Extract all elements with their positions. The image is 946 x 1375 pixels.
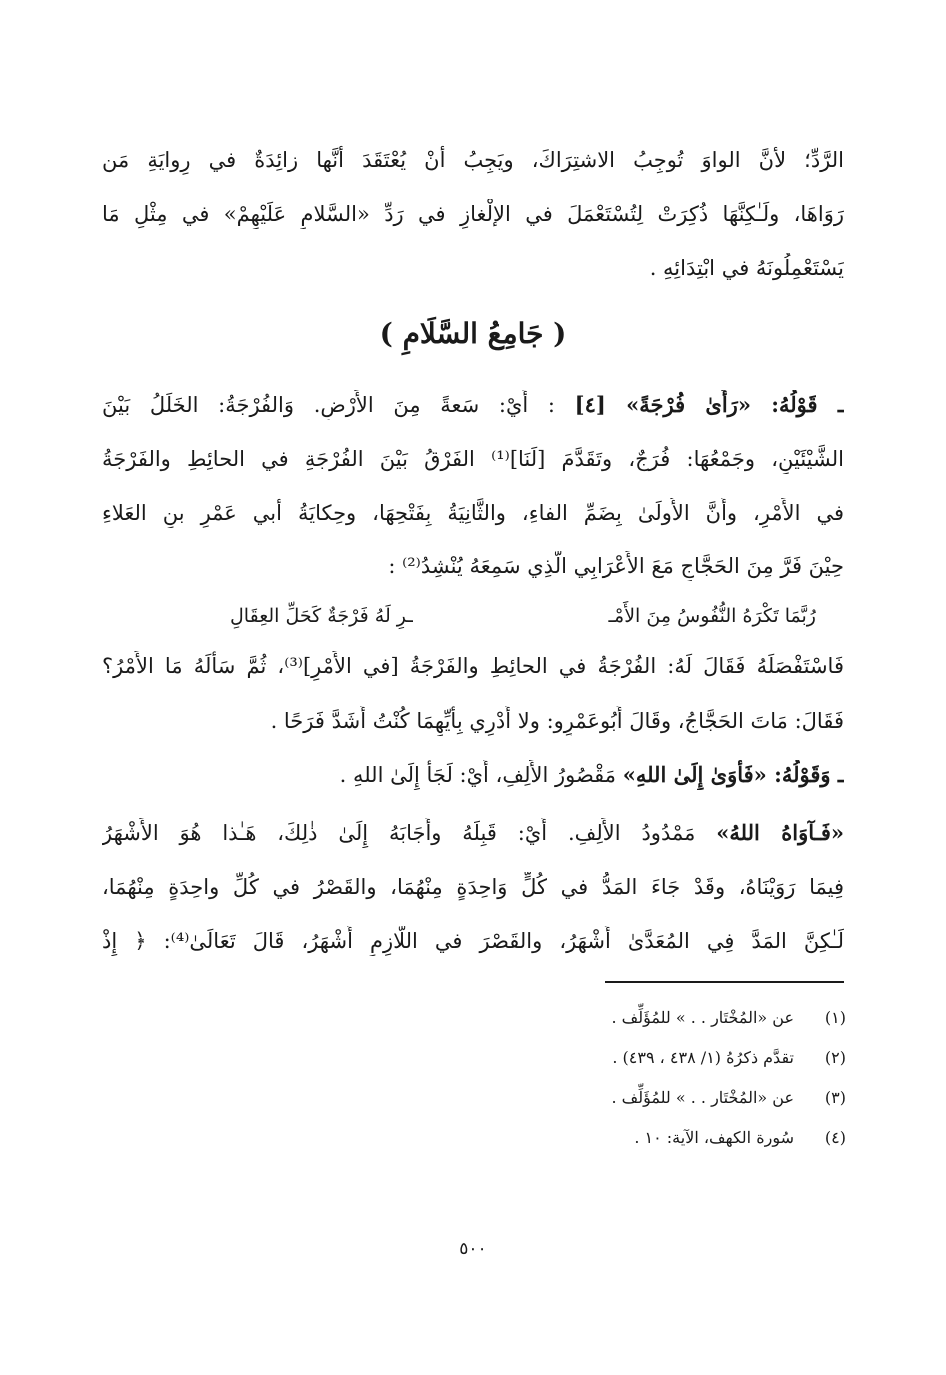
para4-line-2: فِيمَا رَوَيْنَاهُ، وقَدْ جَاءَ المَدُّ في كُلٍّ وَاحِدَةٍ مِنْهُمَا، والقَصْرُ في كُلِّ واحِدَةٍ مِنْهُمَا، (102, 875, 844, 899)
para4-line-text: مَمْدُودُ الأَلِفِ. أَيْ: قَبِلَهُ وأَجَابَهُ إِلَىٰ ذٰلِكَ، هَـٰذا هُوَ الأَشْهَرُ (102, 821, 696, 845)
footnote-3 (611, 1086, 846, 1110)
footnote-2 (612, 1046, 846, 1070)
footnote-separator (605, 981, 844, 983)
para-lead-term: ـ قَوْلُهُ: «رَأَىٰ فُرْجَةً» [٤] (574, 392, 844, 417)
para4-line-1 (102, 818, 844, 848)
para-line-2: الشَّيْئَيْنِ، وجَمْعُهَا: فُرَجٌ، وتَقَدَّمَ [لَنَا]⁽¹⁾ الفَرْقُ بَيْنَ الفُرْجَةِ في الحائِطِ والفَرْجَةُ (102, 447, 844, 471)
body-line-3: يَسْتَعْمِلُونَهُ في ابْتِدَائِهِ . (649, 256, 844, 280)
verse-first-hemistich: رُبَّمَا تَكْرَهُ النُّفُوسُ مِنَ الأَمْـ (608, 605, 816, 627)
footnote-1 (611, 1006, 846, 1030)
body-line-1: الرَّدِّ؛ لأنَّ الواوَ تُوجِبُ الاشتِرَاكَ، ويَجِبُ أنْ يُعْتَقَدَ أنَّها زائِدَةٌ في رِوايَةِ مَن (102, 148, 844, 172)
para3-text: مَقْصُورُ الأَلِفِ، أَيْ: لَجَأَ إِلَىٰ اللهِ . (339, 763, 617, 787)
footnote-text: عن «المُخْتَار . . » للمُؤَلِّف . (611, 1008, 794, 1027)
footnote-number: (٤) (824, 1128, 846, 1147)
para4-lead-term: «فَـآوَاهُ اللهُ» (716, 820, 844, 845)
para4-line-3: لَـٰكِنَّ المَدَّ فِي المُعَدَّىٰ أَشْهَرُ، والقَصْرَ في اللَّازِمِ أَشْهَرُ، قَالَ تَعَالَىٰ⁽⁴⁾: ﴿ إِذْ (102, 929, 844, 953)
para-line-4: حِيْنَ فَرَّ مِنَ الحَجَّاجِ مَعَ الأَعْرَابِي الَّذِي سَمِعَهُ يُنْشِدُ⁽²⁾ : (388, 554, 844, 578)
para3-lead-term: ـ وَقَوْلُهُ: «فَأَوَىٰ إِلَىٰ اللهِ» (622, 762, 844, 787)
footnote-number: (٢) (824, 1048, 846, 1067)
footnote-4 (634, 1126, 846, 1150)
page-number: ٥٠٠ (459, 1239, 487, 1259)
para3-line (102, 760, 844, 790)
para2-line-2: فَقَالَ: مَاتَ الحَجَّاجُ، وقَالَ أَبُوعَمْرٍو: ولا أَدْرِي بِأَيِّهِمَا كُنْتُ أَشَدَّ فَرَحًا . (270, 709, 844, 733)
footnote-text: سُورة الكهف، الآية: ١٠ . (634, 1128, 794, 1147)
footnote-text: عن «المُخْتَار . . » للمُؤَلِّف . (611, 1088, 794, 1107)
para-line-3: في الأَمْرِ، وأَنَّ الأُولَىٰ بِضَمِّ الفاءِ، والثَّانِيَةُ بِفَتْحِهَا، وحِكايَةُ أبي عَمْرِ بنِ العَلاءِ (102, 501, 844, 525)
footnote-number: (٣) (824, 1088, 846, 1107)
body-line-2: رَوَاهَا، ولَـٰكِنَّهَا ذُكِرَتْ لِتُسْتَعْمَلَ في الإلْغازِ في رَدِّ «السَّلامِ عَلَيْهِمْ» في مِثْلِ مَا (102, 202, 844, 226)
para-line-text: : أَيْ: سَعةً مِنَ الأَرْضِ. وَالفُرْجَةُ: الخَلَلُ بَيْنَ (102, 393, 555, 417)
para2-line-1: فَاسْتَفْصَلَهُ فَقَالَ لَهُ: الفُرْجَةُ في الحائِطِ والفَرْجَةُ [في الأَمْرِ]⁽³⁾، ثُمَّ سَأَلَهُ مَا الأَمْرُ؟ (102, 654, 844, 678)
para-line-1 (102, 390, 844, 420)
footnote-number: (١) (824, 1008, 846, 1027)
verse-second-hemistich: ـرِ لَهُ فَرْجَةٌ كَحَلِّ العِقَالِ (230, 605, 413, 627)
footnote-text: تقدَّم ذكرُهُ (١/ ٤٣٨ ، ٤٣٩) . (612, 1048, 794, 1067)
section-heading: ( جَامِعُ السَّلَامِ ) (379, 317, 567, 350)
